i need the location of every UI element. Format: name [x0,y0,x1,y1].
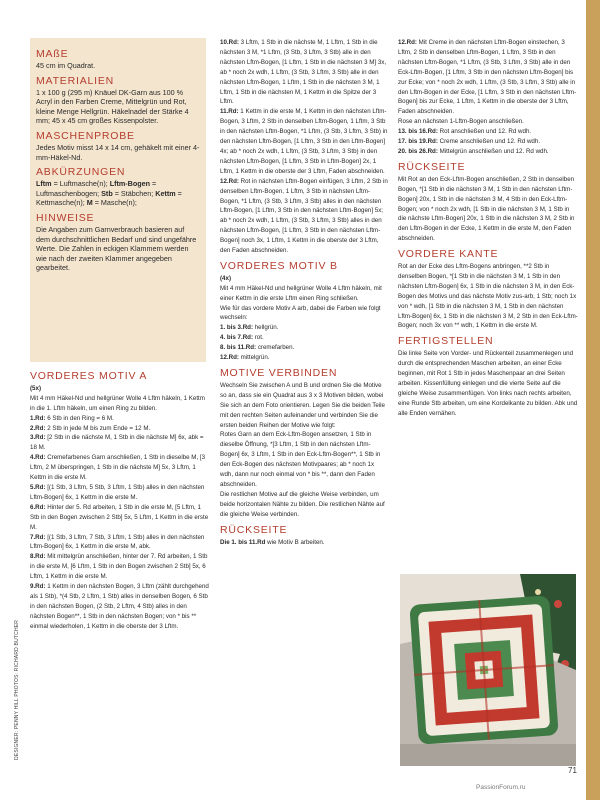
instruction-row: 3.Rd: [2 Stb in die nächste M, 1 Stb in die nächste M] 6x, abk = 18 M. [30,434,204,452]
fertigstellen-text: Die linke Seite von Vorder- und Rückenteil zusammenlegen und durch die entsprechenden Maschen arbeiten, an einer Ecke beginnen, mit Rot 1 Stb in jedes Maschenpaar an drei Seiten arbeiten. Kissenfüllung einlegen und die vierte Seite auf die gleiche Weise zusammenfügen. Von links nach rechts arbeiten, eine Runde Stb arbeiten, um eine Kordelkante zu bilden. Abk und alle Enden vernähen. [398,350,578,417]
abbr-term: Stb [101,188,113,198]
info-box [30,38,206,362]
abbr-def: = Luftmaschenbogen; [36,179,157,198]
abbr-term: M [86,198,93,208]
abbr-term: Lftm-Bogen [109,179,151,189]
maschenprobe-text: Jedes Motiv misst 14 x 14 cm, gehäkelt mit einer 4-mm-Häkel-Nd. [36,142,200,162]
motiv-a-heading: VORDERES MOTIV A [30,370,148,382]
color-row: 8. bis 11.Rd: cremefarben. [220,344,295,352]
hinweise-text: Die Angaben zum Garnverbrauch basieren auf dem durchschnittlichen Bedarf und sind ungefähre Werte. Die Zahlen in eckigen Klammern werden wie nach der zweiten Klammer angegeben gearbeitet. [36,224,197,273]
motiv-b-intro: Mit 4 mm Häkel-Nd und hellgrüner Wolle 4 Lftm häkeln, mit einer Kettm in die erste Lftm einen Ring schließen. [220,284,382,302]
motiv-a-count: (5x) [30,384,42,392]
verbinden-text: Rotes Garn an dem Eck-Lftm-Bogen ansetzen, 1 Stb in dieselbe Öffnung, *[3 Lftm, 1 Stb in den nächsten Lftm-Bogen] 6x, 3 Lftm, 1 Stb in den Eck-Lftm-Bogen**, 1 Stb in den Eck-Bogen des nächsten Motivpaares; ab * noch 1x wdh, dann nur noch einmal von * bis **, dann den Faden abschneiden. [220,431,381,488]
instruction-row: 10.Rd: 3 Lftm, 1 Stb in die nächste M, 1 Lftm, 1 Stb in die nächsten 3 M, *1 Lftm, (3 Stb, 3 Lftm, 3 Stb) alle in den nächsten Lftm-Bogen, [1 Lftm, 1 Stb in die nächsten 3 M] 3x, ab * noch 2x wdh, 1 Lftm, (3 Stb, 3 Lftm, 3 Stb) alle in den nächsten Lftm-Bogen, 1 Lftm, 1 Stb in die nächsten 3 M, 1 Lftm, 1 Stb in die nächsten M, 1 Kettm in die Spitze der 3 Lftm. [220,39,387,106]
abbr-def: = Luftmasche(n); [51,179,110,189]
instruction-row: 13. bis 16.Rd: Rot anschließen und 12. Rd wdh. [398,128,532,136]
watermark: PassionForum.ru [476,784,526,791]
materialien-text: 1 x 100 g (295 m) Knäuel DK-Garn aus 100 % Acryl in den Farben Creme, Mittelgrün und Rot, kleine Menge Hellgrün. Häkelnadel der Stärke 4 mm; 45 x 45 cm großes Kissenpolster. [36,87,189,126]
instruction-row: 12.Rd: Rot in nächsten Lftm-Bogen einfügen, 3 Lftm, 2 Stb in denselben Lftm-Bogen, 1 Lftm, 3 Stb in nächsten Lftm-Bogen, *1 Lftm, (3 Stb, 3 Lftm, 3 Stb) alles in den nächsten Lftm-Bogen, [1 Lftm, 3 Stb in den nächsten Lftm-Bogen] 5x; ab * noch 2x wdh, 1 Lftm, (3 Stb, 3 Lftm, 3 Stb) alles in den nächsten Lftm-Bogen, [1 Lftm, 3 Stb in den nächsten Lftm-Bogen] noch 3x, 1 Lftm, 1 Kettm in die oberste der 3 Lftm, den Faden abschneiden. [220,177,388,255]
abbr-term: Kettm [155,188,176,198]
instruction-row: 20. bis 26.Rd: Mittelgrün anschließen und 12. Rd wdh. [398,147,549,155]
motiv-b-heading: VORDERES MOTIV B [220,259,338,272]
vordere-kante-heading: VORDERE KANTE [398,248,499,261]
verbinden-heading: MOTIVE VERBINDEN [220,367,338,379]
abkuerzungen-heading: ABKÜRZUNGEN [36,166,126,179]
column-1 [30,372,210,632]
maschenprobe-heading: MASCHENPROBE [36,129,135,142]
abbr-def: = Stäbchen; [112,188,156,198]
rueckseite-heading: RÜCKSEITE [398,160,466,173]
vordere-kante-text: Rot an der Ecke des Lftm-Bogens anbringen, **2 Stb in denselben Bogen, *[1 Stb in die nächsten 3 M, 1 Stb in den nächsten Lftm-Bogen] 6x, 1 Stb in die nächsten 3 M, in den Eck-Bogen des Motivs und das nächste Motiv zus-arb, 1 Stb; noch 1x von * wdh, [1 Stb in die nächsten 3 M, 1 Stb in den nächsten Lftm-Bogen] 6x, 1 Stb in die nächsten 3 M, 2 Stb in den Eck-Lftm-Bogen; noch 3x von ** wdh, 1 Kettm in die erste M. [398,263,578,330]
instruction-row: 6.Rd: Hinter der 5. Rd arbeiten, 1 Stb in die erste M, [5 Lftm, 1 Stb in den Bogen zwischen 2 Stb] 5x, 5 Lftm, 1 Kettm in die erste M. [30,503,209,531]
cushion-illustration [400,574,576,766]
color-row: 1. bis 3.Rd: hellgrün. [220,324,279,332]
color-row: 12.Rd: mittelgrün. [220,354,270,362]
masse-heading: MAßE [36,48,69,60]
motiv-a-intro: Mit 4 mm Häkel-Nd und hellgrüner Wolle 4 Lftm häkeln, 1 Kettm in die 1. Lftm häkeln, um einen Ring zu bilden. [30,394,205,412]
instruction-row: 5.Rd: [(1 Stb, 3 Lftm, 5 Stb, 3 Lftm, 1 Stb) alles in den nächsten Lftm-Bogen] 6x, 1 Kettm in die erste M. [30,483,205,501]
instruction-row: 1.Rd: 6 Stb in den Ring = 6 M. [30,414,114,422]
abbr-def: = Masche(n); [92,198,137,208]
column-3 [398,38,578,419]
abbr-term: Lftm [36,179,52,189]
fertigstellen-heading: FERTIGSTELLEN [398,335,494,348]
instruction-row: 12.Rd: Mit Creme in den nächsten Lftm-Bogen einstechen, 3 Lftm, 2 Stb in denselben Lftm-Bogen, 1 Lftm, 3 Stb in den nächsten Lftm-Bogen, *1 Lftm, (3 Stb, 3 Lftm, 3 Stb) alle in den Eck-Lftm-Bogen, [1 Lftm, 3 Stb in den nächsten Lftm-Bogen] bis zur Ecke; von * noch 2x wdh, 1 Lftm, (3 Stb, 3 Lftm, 3 Stb) alle in den Lftm-Bogen in der Ecke, [1 Lftm, 3 Stb in den nächsten Lftm-Bogen] bis zur Ecke, 1 Lftm, 1 Kettm in die oberste der 3 Lftm, Faden abschneiden. [398,39,577,116]
materialien-heading: MATERIALIEN [36,74,115,87]
verbinden-text: Die restlichen Motive auf die gleiche Weise verbinden, um beide horizontalen Nähte zu bilden. Die restlichen Nähte auf die gleiche Weise verbinden. [220,490,385,518]
abkuerzungen-text [36,179,200,208]
abbr-def: = Kettmasche(n); [36,188,182,208]
instruction-row: 11.Rd: 1 Kettm in die erste M, 1 Kettm in den nächsten Lftm-Bogen, 3 Lftm, 2 Stb in denselben Lftm-Bogen, 1 Lftm, 3 Stb in den nächsten Lftm-Bogen, *1 Lftm, (3 Stb, 3 Lftm, 3 Stb) in den nächsten Lftm-Bogen, [1 Lftm, 3 Stb in den Lftm-Bogen] 4x; ab * noch 2x wdh, 1 Lftm, (3 Stb, 3 Lftm, 3 Stb) in den nächsten Lftm-Bogen, [1 Lftm, 3 Stb in Lftm-Bogen] 2x, 1 Lftm, 1 Kettm in die oberste der 3 Lftm, Faden abschneiden. [220,108,388,175]
instruction-row: 7.Rd: [(1 Stb, 3 Lftm, 7 Stb, 3 Lftm, 1 Stb) alles in den nächsten Lftm-Bogen] 6x, 1 Kettm in die erste M, abk. [30,533,205,551]
page-edge-strip [586,0,600,800]
instruction-row: 9.Rd: 1 Kettm in den nächsten Bogen, 3 Lftm (zählt durchgehend als 1 Stb), *(4 Stb, 2 Lftm, 1 Stb) alles in denselben Bogen, 6 Stb in den nächsten Bogen, (2 Stb, 2 Lftm, 4 Stb) alles in den nächsten Bogen**, 1 Stb in den nächsten Bogen; von * bis ** einmal wiederholen, 1 Kettm in die oberste der 3 Lftm. [30,583,209,630]
motiv-b-intro2: Wie für das vordere Motiv A arb, dabei die Farben wie folgt wechseln: [220,304,381,322]
instruction-row: 17. bis 19.Rd: Creme anschließen und 12. Rd wdh. [398,138,541,146]
instruction-row: 4.Rd: Cremefarbenes Garn anschließen, 1 Stb in dieselbe M, [3 Lftm, 2 M überspringen, 1 Stb in die nächste M] 5x, 3 Lftm, 1 Kettm in die erste M. [30,454,206,482]
instruction-row: Rose an nächsten 1-Lftm-Bogen anschließen. [398,118,524,126]
rueckseite-text: Die 1. bis 11.Rd wie Motiv B arbeiten. [220,538,325,546]
column-2 [220,38,388,547]
masse-text: 45 cm im Quadrat. [36,61,96,70]
verbinden-text: Wechseln Sie zwischen A und B und ordnen Sie die Motive so an, dass sie ein Quadrat aus 3 x 3 Motiven bilden, wobei Sie sich an dem Foto orientieren. Legen Sie die beiden Teile mit den rechten Seiten aufeinander und verbinden Sie die ersten beiden Reihen der Motive wie folgt: [220,381,385,429]
color-row: 4. bis 7.Rd: rot. [220,334,264,342]
hinweise-heading: HINWEISE [36,211,95,224]
photo-credits: DESIGNER: PENNY HILL PHOTOS: RICHARD BUTCHER [14,619,20,760]
rueckseite-heading: RÜCKSEITE [220,523,288,536]
motiv-b-count: (4x) [220,274,232,282]
cushion-photo [400,574,576,766]
page-number: 71 [568,766,577,775]
instruction-row: 8.Rd: Mit mittelgrün anschließen, hinter der 7. Rd arbeiten, 1 Stb in die erste M, [6 Lftm, 1 Stb in den Bogen zwischen 2 Stb] 5x, 6 Lftm, 1 Kettm in die erste M. [30,553,208,581]
rueckseite-text: Mit Rot an den Eck-Lftm-Bogen anschließen, 2 Stb in denselben Bogen, *[1 Stb in die nächsten 3 M, 1 Stb in den nächsten Lftm-Bogen] 20x, 1 Stb in die nächsten 3 M, 4 Stb in den Eck-Lftm-Bogen; von * noch 2x wdh, [1 Stb in die nächsten 3 M, 1 Stb in die nächste Lftm-Bogen] 20x, 1 Stb in die nächsten 3 M, 2 Stb in den Lftm-Bogen in der Ecke, 1 Kettm in die erste M, den Faden abschneiden. [398,175,575,243]
instruction-row: 2.Rd: 2 Stb in jede M bis zum Ende = 12 M. [30,424,151,432]
